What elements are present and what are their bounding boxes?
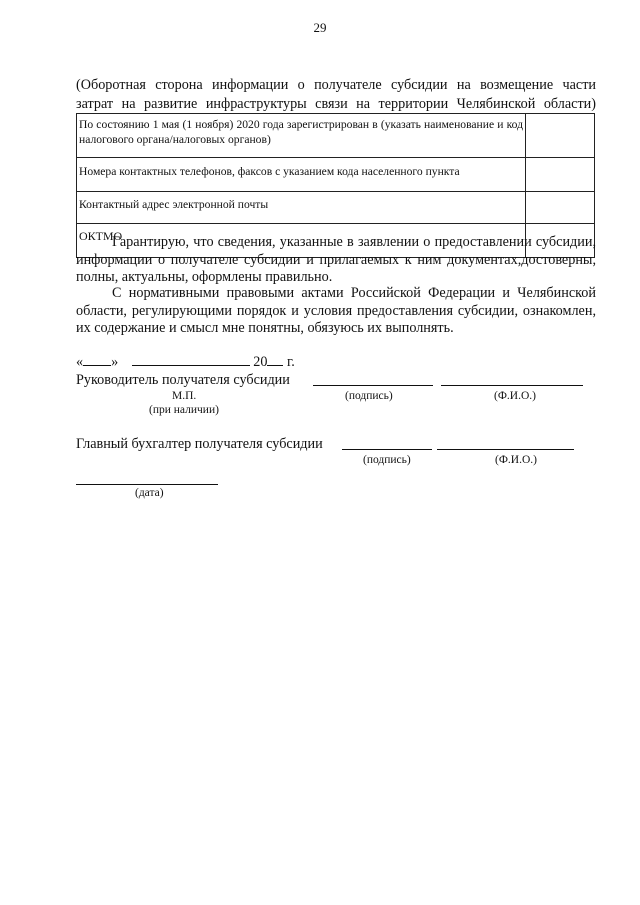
acknowledgement-paragraph	[76, 285, 596, 338]
table-cell-value[interactable]	[526, 158, 595, 192]
accountant-signature-field[interactable]	[342, 434, 432, 450]
day-field[interactable]	[83, 365, 111, 366]
table-cell-value[interactable]	[526, 114, 595, 158]
table-cell-label: По состоянию 1 мая (1 ноября) 2020 года зарегистрирован в (указать наименование и код налогового органа/налоговых органов)	[77, 114, 526, 158]
accountant-name-caption: (Ф.И.О.)	[495, 454, 537, 466]
accountant-signature-label: Главный бухгалтер получателя субсидии	[76, 436, 323, 452]
table-row	[77, 158, 595, 192]
date-caption: (дата)	[135, 487, 164, 499]
head-name-caption: (Ф.И.О.)	[494, 390, 536, 402]
year-prefix: 20	[253, 354, 268, 370]
year-field[interactable]	[267, 365, 283, 366]
stamp-label: М.П.	[172, 390, 197, 402]
guarantee-paragraph	[76, 234, 596, 287]
date-line	[76, 354, 295, 371]
guarantee-text: Гарантирую, что сведения, указанные в заявлении о предоставлении субсидии, информации о получателе субсидии и прилагаемых к ним документах,достоверны, полны, актуальны, оформлены правильно.	[76, 234, 596, 285]
head-signature-label: Руководитель получателя субсидии	[76, 372, 290, 388]
head-signature-caption: (подпись)	[345, 390, 393, 402]
stamp-note: (при наличии)	[149, 404, 219, 416]
accountant-signature-caption: (подпись)	[363, 454, 411, 466]
accountant-name-field[interactable]	[437, 434, 574, 450]
acknowledgement-text: С нормативными правовыми актами Российской Федерации и Челябинской области, регулирующими порядок и условия предоставления субсидии, ознакомлен, их содержание и смысл мне понятны, обязуюсь их выполнять.	[76, 285, 596, 336]
table-cell-value[interactable]	[526, 192, 595, 224]
table-cell-label: ОКТМО	[77, 224, 526, 258]
date-field[interactable]	[76, 470, 218, 485]
date-open-quote: «	[76, 354, 84, 370]
page-number: 29	[313, 20, 327, 35]
head-signature-field[interactable]	[313, 370, 433, 386]
table-cell-label: Номера контактных телефонов, факсов с указанием кода населенного пункта	[77, 158, 526, 192]
title-line-1: (Оборотная сторона информации о получателе субсидии на возмещение части	[76, 77, 596, 93]
date-close-quote: »	[111, 354, 119, 370]
table-row	[77, 114, 595, 158]
table-cell-label: Контактный адрес электронной почты	[77, 192, 526, 224]
page-title	[76, 76, 596, 114]
year-suffix: г.	[287, 354, 295, 370]
title-line-2: затрат на развитие инфраструктуры связи на территории Челябинской области)	[76, 96, 596, 112]
table-row	[77, 192, 595, 224]
month-field[interactable]	[132, 365, 250, 366]
head-name-field[interactable]	[441, 370, 583, 386]
